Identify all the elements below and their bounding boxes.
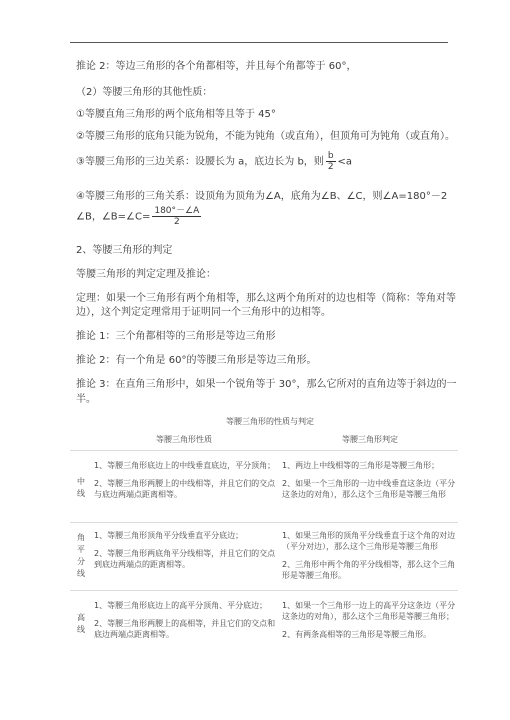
header-criteria: 等腰三角形判定 xyxy=(342,435,398,444)
criteria-item: 1、如果三角形的顶角平分线垂直于这个角的对边（平分对边），那么这个三角形是等腰三角形 xyxy=(282,531,456,551)
b-over-2-fraction xyxy=(326,151,336,172)
property-item: 2、等腰三角形两腰上的中线相等，并且它们的交点与底边两端点距离相等。 xyxy=(94,479,276,499)
table-divider xyxy=(70,450,458,451)
criteria-cell xyxy=(282,600,458,647)
row-label: 中 线 xyxy=(77,477,85,498)
table-divider xyxy=(70,590,458,591)
property-1: ①等腰直角三角形的两个底角相等且等于 45° xyxy=(76,109,276,120)
property-4: ④等腰三角形的三角关系：设顶角为顶角为∠A，底角为∠B、∠C，则∠A=180°－2 xyxy=(76,191,448,202)
theorem-line-2: 边），这个判定定理常用于证明同一个三角形中的边相等。 xyxy=(76,307,331,318)
corollary-3-cont: 半。 xyxy=(76,394,96,405)
corollary-3: 推论 3：在直角三角形中，如果一个锐角等于 30°，那么它所对的直角边等于斜边的一 xyxy=(76,379,457,390)
other-properties-heading: （2）等腰三角形的其他性质： xyxy=(76,87,213,98)
corollary-2-equilateral-angles: 推论 2：等边三角形的各个角都相等，并且每个角都等于 60°， xyxy=(76,61,357,72)
header-properties: 等腰三角形性质 xyxy=(156,435,212,444)
property-item: 1、等腰三角形底边上的高平分顶角、平分底边； xyxy=(94,601,268,610)
property-cell xyxy=(94,460,280,507)
criteria-cell xyxy=(282,460,458,507)
criteria-item: 2、有两条高相等的三角形是等腰三角形。 xyxy=(282,630,432,639)
property-item: 1、等腰三角形顶角平分线垂直平分底边； xyxy=(94,531,244,540)
fraction-numerator: b xyxy=(326,151,336,162)
property-3-text: ③等腰三角形的三边关系：设腰长为 a，底边长为 b，则 xyxy=(76,156,324,168)
corollary-2: 推论 2：有一个角是 60°的等腰三角形是等边三角形。 xyxy=(76,355,317,366)
row-label: 角 平 分 线 xyxy=(77,533,85,578)
property-3 xyxy=(76,151,352,172)
fraction-numerator: 180°－∠A xyxy=(154,206,200,216)
property-cell xyxy=(94,600,280,647)
table-caption: 等腰三角形的性质与判定 xyxy=(226,417,314,426)
angle-fraction xyxy=(152,206,201,227)
property-item: 2、等腰三角形两底角平分线相等，并且它们的交点到底边两端点的距离相等。 xyxy=(94,549,276,569)
fraction-denominator: 2 xyxy=(327,162,334,172)
property-4-cont-text: ∠B，∠B=∠C= xyxy=(76,211,151,223)
corollary-1: 推论 1：三个角都相等的三角形是等边三角形 xyxy=(76,331,276,342)
fraction-denominator: 2 xyxy=(173,217,180,227)
criteria-item: 1、如果一个三角形一边上的高平分这条边（平分这条边的对角），那么这个三角形是等腰三角形； xyxy=(282,601,456,621)
theorem-heading: 等腰三角形的判定定理及推论： xyxy=(76,269,216,280)
table-divider xyxy=(70,522,458,523)
criteria-item: 1、两边上中线相等的三角形是等腰三角形； xyxy=(282,461,440,470)
property-item: 1、等腰三角形底边上的中线垂直底边，平分顶角； xyxy=(94,461,276,470)
header-rule xyxy=(70,42,448,43)
property-item: 2、等腰三角形两腰上的高相等，并且它们的交点和底边两端点距离相等。 xyxy=(94,619,276,639)
property-4-cont xyxy=(76,206,203,227)
property-2: ②等腰三角形的底角只能为锐角，不能为钝角（或直角），但顶角可为钝角（或直角）。 xyxy=(76,131,455,142)
criteria-cell xyxy=(282,530,458,588)
criteria-item: 2、如果一个三角形的一边中线垂直这条边（平分这条边的对角），那么这个三角形是等腰三角形 xyxy=(282,479,456,499)
property-cell xyxy=(94,530,280,577)
section-2-heading: 2、等腰三角形的判定 xyxy=(76,245,173,256)
theorem-line-1: 定理：如果一个三角形有两个角相等，那么这两个角所对的边也相等（简称：等角对等 xyxy=(76,293,456,304)
criteria-item: 2、三角形中两个角的平分线相等，那么这个三角形是等腰三角形。 xyxy=(282,560,456,580)
row-label: 高 线 xyxy=(77,613,85,634)
property-3-tail: <a xyxy=(337,156,353,168)
